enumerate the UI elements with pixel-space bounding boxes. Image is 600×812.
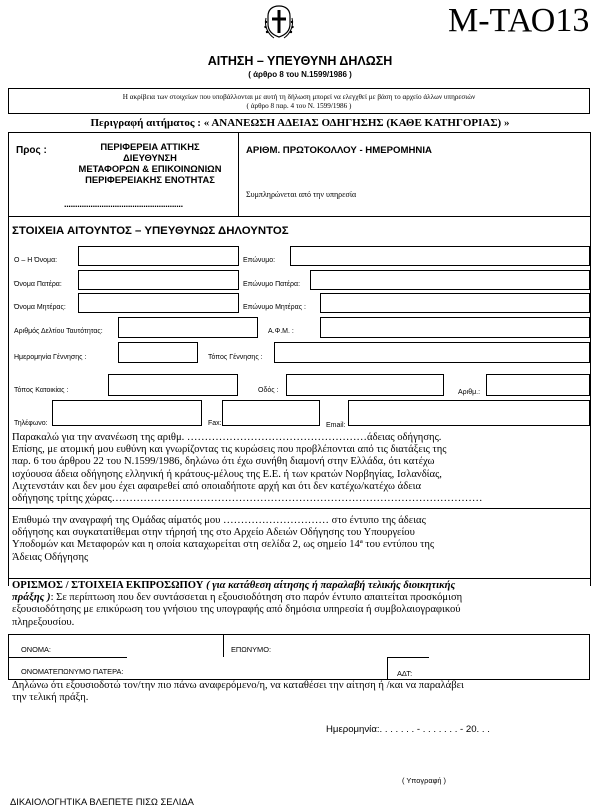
phone-field[interactable] (52, 400, 202, 426)
recipient-block (66, 141, 234, 185)
declaration-line-5: Λιχτενστάιν και δεν μου έχει αφαιρεθεί από οποιαδήποτε αρχή και ότι δεν κατέχω/κατέχω άδεια (12, 480, 422, 492)
mother-name-field[interactable] (78, 293, 239, 313)
recipient-line-1: ΠΕΡΙΦΕΡΕΙΑ ΑΤΤΙΚΗΣ (100, 141, 200, 152)
declaration-line-4: ισχύουσα άδεια οδήγησης ελληνική ή κράτους-μέλους της Ε.Ε. ή των κρατών Νορβηγίας, Ισλανδίας, (12, 468, 442, 480)
recipient-line-2: ΔΙΕΥΘΥΝΣΗ (123, 152, 177, 163)
birth-date-label: Ημερομηνία Γέννησης : (14, 354, 87, 361)
recipient-line-4: ΠΕΡΙΦΕΡΕΙΑΚΗΣ ΕΝΟΤΗΤΑΣ (85, 174, 215, 185)
afm-label: Α.Φ.Μ. : (268, 328, 294, 335)
representative-text-line-2: εξουσιοδότησης με επικύρωση του γνήσιου της υπογραφής από δημόσια υπηρεσία ή συμβολαιογραφικού (12, 604, 461, 616)
notice-box (8, 88, 590, 114)
street-field[interactable] (286, 374, 444, 396)
form-code: Μ-ΤΑΟ13 (448, 2, 590, 39)
mother-name-label: Όνομα Μητέρας: (14, 304, 66, 311)
father-surname-label: Επώνυμο Πατέρα: (243, 281, 301, 288)
declaration-paragraph (12, 432, 586, 505)
number-field[interactable] (486, 374, 590, 396)
notice-reference: ( άρθρο 8 παρ. 4 του Ν. 1599/1986 ) (246, 102, 352, 110)
representative-paragraph (12, 580, 586, 629)
blood-group-line-4: Άδειας Οδήγησης (12, 551, 89, 563)
signature-label: ( Υπογραφή ) (402, 776, 447, 785)
representative-fields-block (8, 634, 590, 680)
representative-title: ΟΡΙΣΜΟΣ / ΣΤΟΙΧΕΙΑ ΕΚΠΡΟΣΩΠΟΥ (12, 580, 204, 591)
blood-group-line-3: Υποδομών και Μεταφορών και η οποία καταχωρείται στη σελίδα 2, ως σημείο 14ª του εντύπου της (12, 539, 435, 551)
date-line: Ημερομηνία:. . . . . . . - . . . . . . . - 20. . . (326, 724, 490, 735)
declaration-line-1: Παρακαλώ για την ανανέωση της αριθμ. ……………………………………………άδειας οδήγησης. (12, 432, 442, 443)
rep-name-label: ΟΝΟΜΑ: (21, 645, 51, 654)
email-label: Email: (326, 422, 346, 429)
notice-text: Η ακρίβεια των στοιχείων που υποβάλλονται με αυτή τη δήλωση μπορεί να ελεγχθεί με βάση το αρχείο άλλων υπηρεσιών (122, 93, 476, 101)
father-surname-field[interactable] (310, 270, 590, 290)
phone-label: Τηλέφωνο: (14, 420, 48, 427)
father-name-field[interactable] (78, 270, 239, 290)
birth-place-label: Τόπος Γέννησης : (208, 354, 263, 361)
representative-text-line-1: : Σε περίπτωση που δεν συντάσσεται η εξουσιοδότηση στο παρόν έντυπο απαιτείται προσκόμιση (50, 592, 463, 604)
father-name-label: Όνομα Πατέρα: (14, 281, 62, 288)
rep-father-field[interactable] (127, 657, 387, 679)
id-card-label: Αριθμός Δελτίου Ταυτότητας: (14, 328, 103, 335)
representative-title-note: ( για κατάθεση αίτησης ή παραλαβή τελικής διοικητικής (206, 580, 456, 591)
rep-name-field[interactable] (81, 635, 223, 657)
afm-field[interactable] (320, 317, 590, 338)
request-description: Περιγραφή αιτήματος : « ΑΝΑΝΕΩΣΗ ΑΔΕΙΑΣ ΟΔΗΓΗΣΗΣ (ΚΑΘΕ ΚΑΤΗΓΟΡΙΑΣ) » (90, 117, 510, 129)
form-title: ΑΙΤΗΣΗ – ΥΠΕΥΘΥΝΗ ΔΗΛΩΣΗ (207, 54, 393, 68)
residence-label: Τόπος Κατοικίας : (14, 387, 69, 394)
form-subtitle: ( άρθρο 8 του Ν.1599/1986 ) (248, 70, 352, 79)
birth-place-field[interactable] (274, 342, 590, 363)
applicant-section-title: ΣΤΟΙΧΕΙΑ ΑΙΤΟΥΝΤΟΣ – ΥΠΕΥΘΥΝΩΣ ΔΗΛΟΥΝΤΟΣ (12, 225, 289, 237)
rep-adt-field[interactable] (429, 657, 589, 679)
street-label: Οδός : (258, 387, 279, 394)
greek-coat-of-arms-emblem (262, 4, 296, 42)
representative-title-note-2: πράξης ) (12, 592, 51, 604)
surname-label: Επώνυμο: (243, 257, 276, 264)
declaration-line-2: Επίσης, με ατομική μου ευθύνη και γνωρίζοντας τις κυρώσεις που προβλέπονται από τις διατάξεις της (12, 444, 447, 456)
authorization-paragraph (12, 680, 590, 704)
to-label: Προς : (16, 145, 47, 156)
first-name-label: Ο – Η Όνομα: (14, 257, 58, 264)
recipient-dotted-line: ...................................................... (64, 199, 183, 209)
rep-father-label: ΟΝΟΜΑΤΕΠΩΝΥΜΟ ΠΑΤΕΡΑ: (21, 667, 124, 676)
mother-surname-field[interactable] (320, 293, 590, 313)
birth-date-field[interactable] (118, 342, 198, 363)
filled-by-service-note: Συμπληρώνεται από την υπηρεσία (246, 190, 357, 199)
first-name-field[interactable] (78, 246, 239, 266)
mother-surname-label: Επώνυμο Μητέρας : (243, 304, 306, 311)
declaration-line-3: παρ. 6 του άρθρου 22 του Ν.1599/1986, δηλώνω ότι έχω συνήθη διαμονή στην Ελλάδα, ότι κατέχω (12, 456, 435, 468)
rep-surname-field[interactable] (277, 635, 589, 657)
residence-field[interactable] (108, 374, 238, 396)
fax-field[interactable] (222, 400, 320, 426)
authorization-line-2: την τελική πράξη. (12, 692, 89, 704)
authorization-line-1: Δηλώνω ότι εξουσιοδοτώ τον/την πιο πάνω αναφερόμενο/η, να καταθέσει την αίτηση ή /και να παραλάβει (12, 680, 464, 691)
blood-group-line-1: Επιθυμώ την αναγραφή της Ομάδας αίματός μου ………………………… στο έντυπο της άδειας (12, 515, 426, 526)
id-card-field[interactable] (118, 317, 258, 338)
rep-surname-label: ΕΠΩΝΥΜΟ: (231, 645, 272, 654)
surname-field[interactable] (290, 246, 590, 266)
fax-label: Fax: (208, 420, 222, 427)
recipient-line-3: ΜΕΤΑΦΟΡΩΝ & ΕΠΙΚΟΙΝΩΝΙΩΝ (78, 163, 222, 174)
representative-text-line-3: πληρεξουσίου. (12, 616, 75, 628)
number-label: Αριθμ.: (458, 389, 481, 396)
blood-group-paragraph (12, 515, 586, 564)
protocol-label: ΑΡΙΘΜ. ΠΡΩΤΟΚΟΛΛΟΥ - ΗΜΕΡΟΜΗΝΙΑ (246, 145, 432, 156)
rep-adt-label: ΑΔΤ: (397, 669, 413, 678)
declaration-line-6: οδήγησης τρίτης χώρας…………………………………………………………………………………………… (12, 493, 483, 505)
email-field[interactable] (348, 400, 590, 426)
blood-group-line-2: οδήγησης και συγκατατίθεμαι στην τήρησή της στο Αρχείο Αδειών Οδήγησης του Υπουργείου (12, 527, 415, 539)
supporting-documents-note: ΔΙΚΑΙΟΛΟΓΗΤΙΚΑ ΒΛΕΠΕΤΕ ΠΙΣΩ ΣΕΛΙΔΑ (10, 796, 194, 807)
